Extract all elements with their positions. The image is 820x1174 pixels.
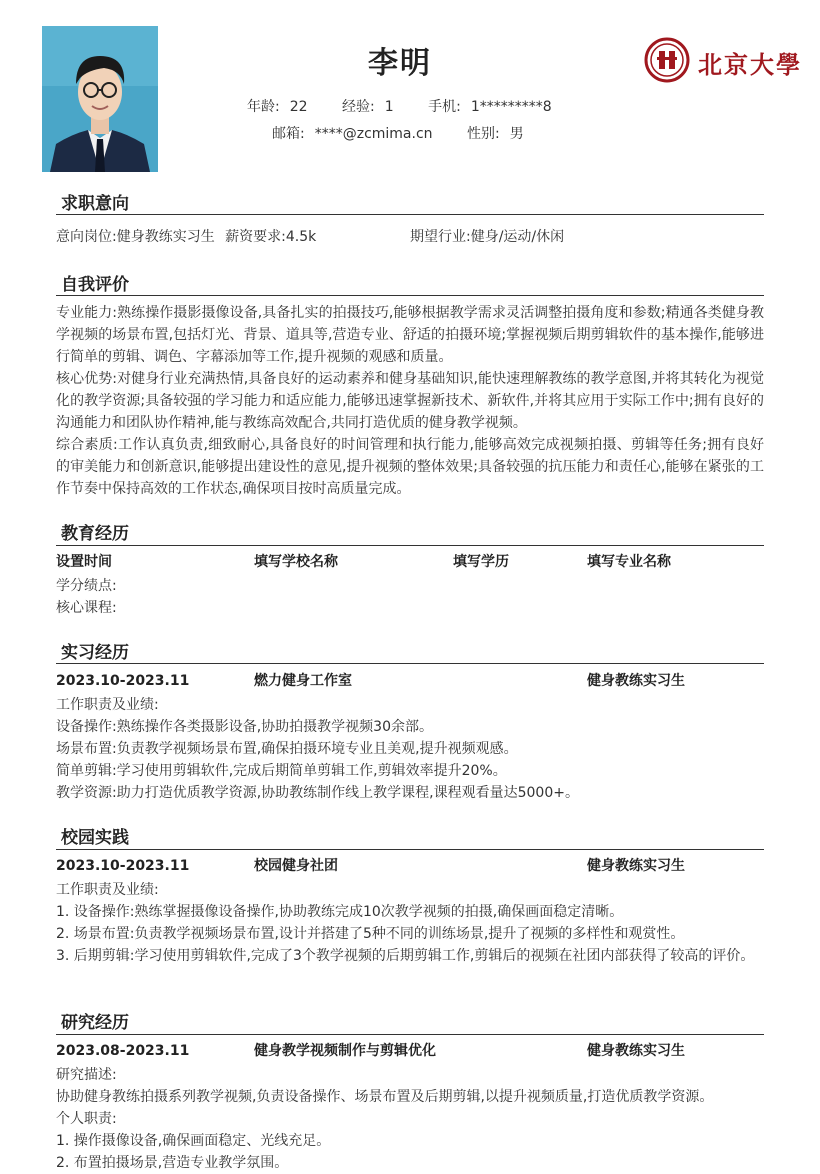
university-logo: [644, 37, 802, 85]
campus-org: 校园健身社团: [254, 858, 338, 874]
experience-value: 1: [384, 99, 394, 115]
education-degree: 填写学历: [453, 554, 509, 570]
age-value: 22: [289, 99, 308, 115]
education-courses: 核心课程:: [56, 600, 117, 616]
research-date: 2023.08-2023.11: [56, 1043, 190, 1059]
list-item: 2. 布置拍摄场景,营造专业教学氛围。: [56, 1155, 289, 1171]
intent-salary: 薪资要求:4.5k: [225, 229, 317, 245]
list-item: 工作职责及业绩:: [56, 697, 159, 713]
internship-date: 2023.10-2023.11: [56, 673, 190, 689]
section-divider: [56, 295, 764, 296]
intent-position: 意向岗位:健身教练实习生: [56, 229, 215, 245]
list-item: 2. 场景布置:负责教学视频场景布置,设计并搭建了5种不同的训练场景,提升了视频的多样性和观赏性。: [56, 926, 685, 942]
info-row-2: [272, 123, 524, 143]
info-row-1: [247, 96, 552, 116]
self-eval-section-title: 自我评价: [61, 275, 129, 295]
research-details: [56, 1064, 764, 1174]
section-divider: [56, 1034, 764, 1035]
campus-details: [56, 879, 764, 967]
list-item: 工作职责及业绩:: [56, 882, 159, 898]
education-gpa: 学分绩点:: [56, 578, 117, 594]
section-divider: [56, 214, 764, 215]
self-eval-text: [56, 302, 764, 500]
list-item: 场景布置:负责教学视频场景布置,确保拍摄环境专业且美观,提升视频观感。: [56, 741, 518, 757]
email-value: ****@zcmima.cn: [314, 126, 433, 142]
self-eval-paragraph: 核心优势:对健身行业充满热情,具备良好的运动素养和健身基础知识,能快速理解教练的教学意图,并将其转化为视觉化的教学资源;具备较强的学习能力和适应能力,能够迅速掌握新技术、新软件,并将其应用于实际工作中;拥有良好的沟通能力和团队协作精神,能与教练高效配合,共同打造优质的健身教学视频。: [56, 371, 764, 431]
phone-label: 手机:: [428, 99, 461, 115]
list-item: 简单剪辑:学习使用剪辑软件,完成后期简单剪辑工作,剪辑效率提升20%。: [56, 763, 507, 779]
education-section-title: 教育经历: [61, 524, 129, 544]
list-item: 教学资源:助力打造优质教学资源,协助教练制作线上教学课程,课程观看量达5000+。: [56, 785, 579, 801]
candidate-name: 李明: [368, 46, 432, 81]
section-divider: [56, 545, 764, 546]
university-seal-icon: [644, 37, 690, 83]
list-item: 1. 设备操作:熟练掌握摄像设备操作,协助教练完成10次教学视频的拍摄,确保画面稳定清晰。: [56, 904, 624, 920]
intent-row: [56, 226, 764, 248]
internship-details: [56, 694, 764, 804]
research-section-title: 研究经历: [61, 1013, 129, 1033]
education-school: 填写学校名称: [254, 554, 338, 570]
section-divider: [56, 849, 764, 850]
gender-label: 性别:: [466, 126, 500, 142]
list-item: 协助健身教练拍摄系列教学视频,负责设备操作、场景布置及后期剪辑,以提升视频质量,打造优质教学资源。: [56, 1089, 714, 1105]
experience-label: 经验:: [342, 99, 375, 115]
list-item: 个人职责:: [56, 1111, 117, 1127]
age-label: 年龄:: [247, 99, 280, 115]
internship-org: 燃力健身工作室: [254, 673, 352, 689]
section-divider: [56, 663, 764, 664]
intent-section-title: 求职意向: [61, 194, 129, 214]
campus-role: 健身教练实习生: [587, 858, 685, 874]
gender-value: 男: [509, 126, 524, 142]
research-org: 健身教学视频制作与剪辑优化: [254, 1043, 436, 1059]
list-item: 研究描述:: [56, 1067, 117, 1083]
self-eval-paragraph: 专业能力:熟练操作摄影摄像设备,具备扎实的拍摄技巧,能够根据教学需求灵活调整拍摄角度和参数;精通各类健身教学视频的场景布置,包括灯光、背景、道具等,营造专业、舒适的拍摄环境;掌握视频后期剪辑软件的基本操作,能够进行简单的剪辑、调色、字幕添加等工作,提升视频的观感和质量。: [56, 305, 764, 365]
phone-value: 1*********8: [470, 99, 552, 115]
email-label: 邮箱:: [272, 126, 305, 142]
internship-role: 健身教练实习生: [587, 673, 685, 689]
university-name: 北京大學: [698, 50, 802, 79]
list-item: 1. 操作摄像设备,确保画面稳定、光线充足。: [56, 1133, 331, 1149]
campus-section-title: 校园实践: [61, 828, 129, 848]
research-role: 健身教练实习生: [587, 1043, 685, 1059]
education-major: 填写专业名称: [587, 554, 671, 570]
list-item: 3. 后期剪辑:学习使用剪辑软件,完成了3个教学视频的后期剪辑工作,剪辑后的视频在社团内部获得了较高的评价。: [56, 948, 755, 964]
education-time: 设置时间: [56, 554, 112, 570]
intent-industry: 期望行业:健身/运动/休闲: [410, 229, 565, 245]
campus-date: 2023.10-2023.11: [56, 858, 190, 874]
self-eval-paragraph: 综合素质:工作认真负责,细致耐心,具备良好的时间管理和执行能力,能够高效完成视频拍摄、剪辑等任务;拥有良好的审美能力和创新意识,能够提出建设性的意见,提升视频的整体效果;具备较强的抗压能力和责任心,能够在紧张的工作节奏中保持高效的工作状态,确保项目按时高质量完成。: [56, 437, 764, 497]
internship-section-title: 实习经历: [61, 643, 129, 663]
list-item: 设备操作:熟练操作各类摄影设备,协助拍摄教学视频30余部。: [56, 719, 433, 735]
